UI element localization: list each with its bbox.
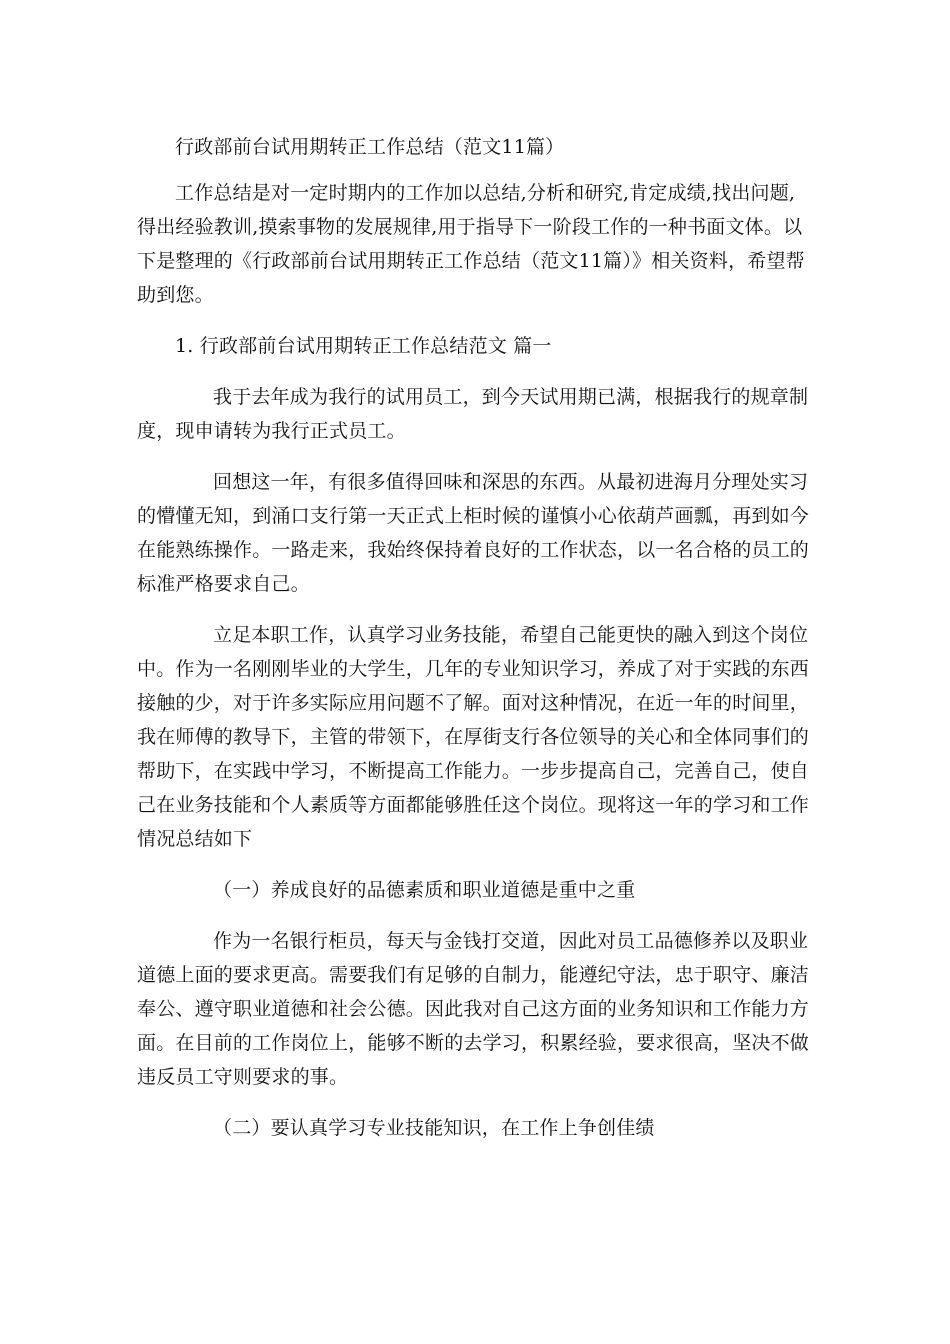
paragraph-line: 立足本职工作，认真学习业务技能，希望自己能更快的融入到这个岗位 — [213, 624, 809, 646]
intro-line: 下是整理的《行政部前台试用期转正工作总结（范文11篇）》相关资料，希望帮 — [137, 250, 805, 272]
paragraph-line: 情况总结如下 — [137, 828, 253, 850]
paragraph-2 — [137, 465, 815, 601]
paragraph-line: 我于去年成为我行的试用员工，到今天试用期已满，根据我行的规章制 — [213, 386, 809, 408]
intro-line: 助到您。 — [137, 284, 214, 306]
paragraph-line: 奉公、遵守职业道德和社会公德。因此我对自己这方面的业务知识和工作能力方 — [137, 998, 810, 1020]
paragraph-line: 在能熟练操作。一路走来，我始终保持着良好的工作状态，以一名合格的员工的 — [137, 539, 810, 561]
paragraph-line: 面。在目前的工作岗位上，能够不断的去学习，积累经验，要求很高，坚决不做 — [137, 1032, 810, 1054]
paragraph-line: 回想这一年，有很多值得回味和深思的东西。从最初进海月分理处实习 — [213, 471, 809, 493]
paragraph-line: 违反员工守则要求的事。 — [137, 1066, 349, 1088]
paragraph-4 — [137, 924, 815, 1094]
intro-line: 工作总结是对一定时期内的工作加以总结,分析和研究,肯定成绩,找出问题, — [175, 182, 796, 204]
subheading-2: （二）要认真学习专业技能知识，在工作上争创佳绩 — [213, 1117, 655, 1139]
document-content — [137, 130, 815, 1162]
paragraph-line: 己在业务技能和个人素质等方面都能够胜任这个岗位。现将这一年的学习和工作 — [137, 794, 810, 816]
intro-paragraph — [137, 176, 815, 312]
paragraph-line: 的懵懂无知，到涌口支行第一天正式上柜时候的谨慎小心依葫芦画瓢，再到如今 — [137, 505, 810, 527]
document-title: 行政部前台试用期转正工作总结（范文11篇） — [175, 136, 565, 158]
paragraph-3 — [137, 618, 815, 856]
subheading-1: （一）养成良好的品德素质和职业道德是重中之重 — [213, 879, 636, 901]
paragraph-1 — [137, 380, 815, 448]
paragraph-line: 我在师傅的教导下，主管的带领下，在厚街支行各位领导的关心和全体同事们的 — [137, 726, 810, 748]
paragraph-line: 度，现申请转为我行正式员工。 — [137, 420, 406, 442]
paragraph-line: 道德上面的要求更高。需要我们有足够的自制力，能遵纪守法，忠于职守、廉洁 — [137, 964, 810, 986]
intro-line: 得出经验教训,摸索事物的发展规律,用于指导下一阶段工作的一种书面文体。以 — [137, 216, 803, 238]
paragraph-line: 作为一名银行柜员，每天与金钱打交道，因此对员工品德修养以及职业 — [213, 930, 809, 952]
paragraph-line: 帮助下，在实践中学习，不断提高工作能力。一步步提高自己，完善自己，使自 — [137, 760, 810, 782]
paragraph-line: 接触的少，对于许多实际应用问题不了解。面对这种情况，在近一年的时间里， — [137, 692, 810, 714]
paragraph-line: 标准严格要求自己。 — [137, 573, 310, 595]
paragraph-line: 中。作为一名刚刚毕业的大学生，几年的专业知识学习，养成了对于实践的东西 — [137, 658, 810, 680]
section-heading: 1. 行政部前台试用期转正工作总结范文 篇一 — [175, 335, 552, 357]
